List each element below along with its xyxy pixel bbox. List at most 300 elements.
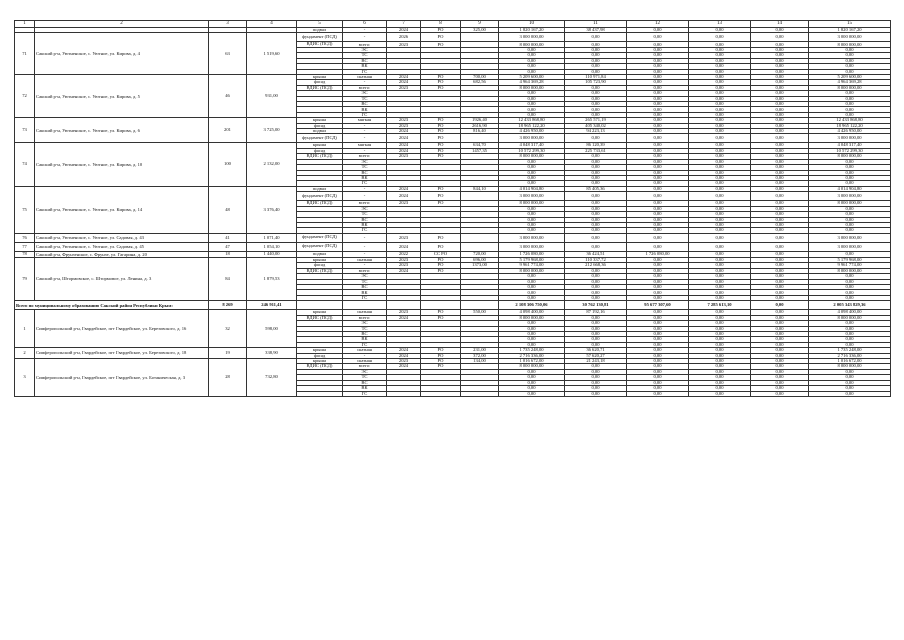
- table-cell: 0,00: [499, 342, 565, 347]
- table-cell: 0,00: [751, 165, 809, 170]
- table-cell: 10 572 299,30: [499, 148, 565, 153]
- table-cell: 3 000 000,00: [499, 233, 565, 242]
- column-number-cell: 8: [421, 21, 461, 28]
- table-cell: 4 098 400,00: [809, 310, 891, 315]
- table-cell: 0,00: [751, 181, 809, 186]
- table-cell: 28: [209, 358, 247, 396]
- work-type-cell: ВДИС (ПСД): [297, 42, 343, 48]
- work-type-cell: подвал: [297, 28, 343, 33]
- area-cell: 1 054,10: [247, 242, 297, 251]
- row-number-cell: 78: [15, 251, 35, 257]
- column-number-row: [15, 21, 891, 28]
- table-cell: 0,00: [627, 217, 689, 222]
- table-cell: 0,00: [499, 332, 565, 337]
- table-cell: 0,00: [751, 274, 809, 279]
- table-cell: 0,00: [751, 375, 809, 380]
- table-cell: 2024: [387, 364, 421, 370]
- table-cell: 0,00: [627, 64, 689, 69]
- work-type-cell: фасад: [297, 353, 343, 358]
- work-type-cell: ВДИС (ПСД): [297, 268, 343, 274]
- table-cell: 0,00: [627, 96, 689, 101]
- table-cell: 0,00: [689, 74, 751, 79]
- table-cell: РО: [421, 201, 461, 207]
- table-cell: всего:: [343, 85, 387, 91]
- work-type-cell: ВДИС (ПСД): [297, 364, 343, 370]
- table-cell: 0,00: [809, 279, 891, 284]
- table-cell: мягкая: [343, 118, 387, 123]
- row-number-cell: 77: [15, 242, 35, 251]
- work-type-cell: подвал: [297, 129, 343, 134]
- table-cell: ГС: [343, 391, 387, 396]
- table-cell: 0,00: [499, 175, 565, 180]
- table-cell: РО: [421, 192, 461, 201]
- table-cell: 0,00: [809, 91, 891, 96]
- table-cell: 0,00: [565, 107, 627, 112]
- table-cell: 0,00: [627, 337, 689, 342]
- table-cell: 0,00: [499, 47, 565, 52]
- table-cell: 844,10: [461, 186, 499, 191]
- table-cell: 0,00: [689, 181, 751, 186]
- empty-cell: [461, 301, 499, 310]
- table-cell: 550,00: [461, 310, 499, 315]
- table-cell: 8 000 000,00: [499, 42, 565, 48]
- table-cell: 2024: [387, 134, 421, 143]
- table-cell: 0,00: [627, 222, 689, 227]
- table-cell: ВК: [343, 107, 387, 112]
- table-cell: 0,00: [499, 295, 565, 300]
- column-number-cell: 14: [751, 21, 809, 28]
- table-cell: 0,00: [689, 285, 751, 290]
- table-cell: 0,00: [627, 342, 689, 347]
- table-cell: 0,00: [565, 290, 627, 295]
- table-cell: 696,00: [461, 257, 499, 262]
- table-cell: 8 000 000,00: [809, 315, 891, 321]
- table-cell: 0,00: [689, 358, 751, 363]
- table-cell: 0,00: [809, 47, 891, 52]
- table-cell: 2024: [387, 353, 421, 358]
- table-cell: ВС: [343, 380, 387, 385]
- table-cell: 0,00: [627, 285, 689, 290]
- table-cell: 2023: [387, 123, 421, 128]
- table-cell: 0,00: [689, 222, 751, 227]
- table-cell: 38 437,98: [565, 28, 627, 33]
- table-cell: 0,00: [689, 353, 751, 358]
- table-cell: 0,00: [751, 96, 809, 101]
- table-cell: 0,00: [689, 386, 751, 391]
- table-cell: 0,00: [809, 386, 891, 391]
- address-cell: Сакский р-н, Фрунзенское, с. Фрунзе, ул. Гагарина, д. 20: [35, 251, 209, 257]
- table-cell: 0,00: [809, 332, 891, 337]
- row-number-cell: 71: [15, 33, 35, 75]
- table-cell: 5 179 968,00: [499, 257, 565, 262]
- table-cell: 12 433 868,80: [809, 118, 891, 123]
- column-number-cell: 15: [809, 21, 891, 28]
- table-cell: 0,00: [499, 96, 565, 101]
- table-cell: 0,00: [689, 85, 751, 91]
- table-cell: ВК: [343, 175, 387, 180]
- table-cell: 0,00: [809, 170, 891, 175]
- table-cell: 0,00: [689, 251, 751, 257]
- table-cell: 0,00: [499, 326, 565, 331]
- table-cell: ГС: [343, 342, 387, 347]
- area-cell: 3 725,00: [247, 118, 297, 143]
- table-cell: 0,00: [565, 233, 627, 242]
- table-cell: 0,00: [689, 148, 751, 153]
- table-cell: 18 965 122,20: [809, 123, 891, 128]
- table-cell: [387, 391, 421, 396]
- table-cell: 0,00: [627, 375, 689, 380]
- table-cell: 32: [209, 310, 247, 348]
- table-cell: 0,00: [689, 337, 751, 342]
- table-cell: 0,00: [751, 102, 809, 107]
- table-cell: -: [343, 129, 387, 134]
- table-cell: 1 726 080,00: [627, 251, 689, 257]
- table-cell: 8 000 000,00: [499, 201, 565, 207]
- table-cell: 225 733,61: [565, 148, 627, 153]
- table-cell: РО: [421, 242, 461, 251]
- table-cell: 3 000 000,00: [499, 242, 565, 251]
- table-cell: 0,00: [627, 358, 689, 363]
- table-cell: 8 000 000,00: [499, 364, 565, 370]
- table-cell: 0,00: [751, 321, 809, 326]
- table-cell: РО: [421, 80, 461, 85]
- table-cell: 5 209 600,00: [809, 74, 891, 79]
- table-cell: 3 000 000,00: [499, 192, 565, 201]
- table-cell: 4 426 950,00: [809, 129, 891, 134]
- table-cell: [461, 233, 499, 242]
- table-cell: скатная: [343, 358, 387, 363]
- table-cell: 0,00: [809, 69, 891, 74]
- table-cell: 634,70: [461, 143, 499, 148]
- table-cell: 2023: [387, 310, 421, 315]
- table-cell: РО: [421, 268, 461, 274]
- table-cell: РО: [421, 315, 461, 321]
- table-cell: 0,00: [565, 212, 627, 217]
- table-cell: 0,00: [809, 206, 891, 211]
- table-cell: ТС: [343, 53, 387, 58]
- table-cell: 0,00: [627, 42, 689, 48]
- table-cell: -: [343, 28, 387, 33]
- table-cell: 2023: [387, 154, 421, 160]
- table-cell: 0,00: [627, 118, 689, 123]
- table-cell: 0,00: [751, 358, 809, 363]
- work-type-cell: фундамент (ПСД): [297, 242, 343, 251]
- work-type-cell: ВДИС (ПСД): [297, 154, 343, 160]
- table-cell: ВС: [343, 285, 387, 290]
- table-cell: 0,00: [809, 337, 891, 342]
- table-cell: -: [343, 148, 387, 153]
- table-cell: 85 405,36: [565, 186, 627, 191]
- table-cell: 0,00: [627, 165, 689, 170]
- table-cell: 0,00: [565, 192, 627, 201]
- table-cell: ГС: [343, 69, 387, 74]
- table-cell: 36 424,51: [565, 251, 627, 257]
- table-cell: 21 243,18: [565, 358, 627, 363]
- table-cell: 0,00: [689, 274, 751, 279]
- table-cell: 0,00: [751, 364, 809, 370]
- table-cell: 0,00: [689, 233, 751, 242]
- table-cell: 0,00: [627, 321, 689, 326]
- table-cell: 36 620,71: [565, 348, 627, 353]
- table-cell: 0,00: [689, 107, 751, 112]
- table-cell: 0,00: [627, 74, 689, 79]
- table-cell: -: [343, 251, 387, 257]
- table-cell: 0,00: [689, 143, 751, 148]
- table-cell: 0,00: [627, 233, 689, 242]
- table-cell: 1 820 167,20: [499, 28, 565, 33]
- table-cell: 0,00: [565, 69, 627, 74]
- table-cell: 0,00: [751, 386, 809, 391]
- table-cell: 0,00: [689, 154, 751, 160]
- table-cell: ВК: [343, 290, 387, 295]
- work-type-cell: подвал: [297, 186, 343, 191]
- table-cell: 0,00: [751, 69, 809, 74]
- address-cell: Сакский р-н, Уютненское, с. Уютное, ул. Садовая, д. 45: [35, 242, 209, 251]
- table-cell: РО: [421, 233, 461, 242]
- table-cell: 0,00: [627, 257, 689, 262]
- table-cell: 0,00: [751, 251, 809, 257]
- table-cell: 0,00: [627, 228, 689, 233]
- table-cell: 1926,40: [461, 118, 499, 123]
- table-cell: 0,00: [627, 380, 689, 385]
- table-cell: 231,00: [461, 348, 499, 353]
- table-cell: 8 000 000,00: [809, 268, 891, 274]
- table-cell: 0,00: [751, 310, 809, 315]
- table-cell: 1 016 672,00: [809, 358, 891, 363]
- table-cell: 0,00: [809, 391, 891, 396]
- table-cell: 8 000 000,00: [809, 42, 891, 48]
- table-cell: 0,00: [751, 47, 809, 52]
- empty-cell: [387, 301, 421, 310]
- table-cell: 0,00: [565, 364, 627, 370]
- table-cell: 0,00: [689, 315, 751, 321]
- table-cell: ЭС: [343, 206, 387, 211]
- capital-repair-table: [14, 20, 891, 397]
- table-cell: 0,00: [565, 64, 627, 69]
- table-cell: 0,00: [627, 268, 689, 274]
- table-cell: 0,00: [809, 53, 891, 58]
- table-cell: 2023: [387, 257, 421, 262]
- table-cell: 94 223,13: [565, 129, 627, 134]
- address-cell: Сакский р-н, Уютненское, с. Уютное, ул. Кирова, д. 4: [35, 33, 209, 75]
- table-cell: 0,00: [627, 290, 689, 295]
- table-cell: 0,00: [499, 369, 565, 374]
- table-cell: 0,00: [809, 380, 891, 385]
- work-type-cell: фасад: [297, 123, 343, 128]
- column-number-cell: 13: [689, 21, 751, 28]
- table-cell: 47: [209, 242, 247, 251]
- table-cell: 0,00: [751, 201, 809, 207]
- table-cell: ЭС: [343, 321, 387, 326]
- table-cell: 0,00: [689, 102, 751, 107]
- table-cell: ГС: [343, 228, 387, 233]
- table-cell: ТС: [343, 326, 387, 331]
- area-cell: 1 519,60: [247, 33, 297, 75]
- table-cell: 0,00: [627, 369, 689, 374]
- column-number-cell: 6: [343, 21, 387, 28]
- table-cell: 0,00: [751, 217, 809, 222]
- table-cell: 2024: [387, 148, 421, 153]
- table-cell: 0,00: [751, 28, 809, 33]
- table-cell: 0,00: [627, 91, 689, 96]
- table-cell: ЭС: [343, 274, 387, 279]
- table-cell: 0,00: [689, 369, 751, 374]
- table-cell: 0,00: [809, 58, 891, 63]
- table-cell: всего:: [343, 268, 387, 274]
- table-cell: 1 820 167,20: [809, 28, 891, 33]
- row-number-cell: 73: [15, 118, 35, 143]
- work-type-cell: фасад: [297, 80, 343, 85]
- table-cell: 0,00: [751, 337, 809, 342]
- table-cell: 1 735 248,00: [809, 348, 891, 353]
- table-cell: 0,00: [627, 80, 689, 85]
- table-cell: 0,00: [565, 285, 627, 290]
- table-cell: 2023: [387, 85, 421, 91]
- table-cell: 0,00: [809, 251, 891, 257]
- table-cell: 2023: [387, 42, 421, 48]
- work-type-cell: крыша: [297, 358, 343, 363]
- table-cell: 4 048 317,40: [809, 143, 891, 148]
- table-cell: 0,00: [499, 212, 565, 217]
- table-cell: 0,00: [809, 159, 891, 164]
- table-cell: 0,00: [809, 217, 891, 222]
- table-cell: 0,00: [809, 212, 891, 217]
- table-cell: 0,00: [751, 380, 809, 385]
- table-cell: 0,00: [499, 107, 565, 112]
- table-cell: 0,00: [565, 154, 627, 160]
- table-cell: 0,00: [809, 102, 891, 107]
- table-cell: 2024: [387, 80, 421, 85]
- table-cell: 4 964 369,28: [809, 80, 891, 85]
- table-cell: 0,00: [627, 102, 689, 107]
- table-cell: 0,00: [689, 257, 751, 262]
- table-cell: ТС: [343, 375, 387, 380]
- table-cell: 0,00: [689, 217, 751, 222]
- table-cell: 2024: [387, 242, 421, 251]
- table-cell: 0,00: [627, 295, 689, 300]
- column-number-cell: 10: [499, 21, 565, 28]
- table-cell: -: [343, 123, 387, 128]
- table-cell: 0,00: [689, 165, 751, 170]
- table-cell: 0,00: [565, 315, 627, 321]
- table-cell: 0,00: [689, 170, 751, 175]
- table-cell: 0,00: [565, 181, 627, 186]
- table-cell: 0,00: [627, 186, 689, 191]
- table-cell: 0,00: [565, 279, 627, 284]
- table-cell: 0,00: [499, 181, 565, 186]
- table-cell: 0,00: [627, 53, 689, 58]
- table-cell: 0,00: [499, 165, 565, 170]
- table-cell: 0,00: [751, 257, 809, 262]
- table-cell: 0,00: [627, 263, 689, 268]
- table-cell: 2024: [387, 74, 421, 79]
- row-number-cell: 2: [15, 348, 35, 359]
- table-cell: 0,00: [499, 102, 565, 107]
- table-cell: РО: [421, 28, 461, 33]
- table-cell: [461, 192, 499, 201]
- table-cell: -: [343, 263, 387, 268]
- table-cell: 2024: [387, 186, 421, 191]
- table-cell: 2023: [387, 201, 421, 207]
- table-cell: 8 000 000,00: [809, 85, 891, 91]
- table-cell: 0,00: [499, 112, 565, 117]
- address-cell: Сакский р-н, Уютненское, с. Уютное, ул. Кирова, д. 10: [35, 143, 209, 186]
- table-cell: 0,00: [689, 192, 751, 201]
- table-cell: 4 014 904,80: [809, 186, 891, 191]
- table-cell: 0,00: [751, 42, 809, 48]
- table-cell: 0,00: [751, 222, 809, 227]
- table-cell: [421, 391, 461, 396]
- table-cell: 48: [209, 186, 247, 233]
- row-number-cell: 75: [15, 186, 35, 233]
- table-cell: 0,00: [689, 326, 751, 331]
- area-cell: 3 376,40: [247, 186, 297, 233]
- address-cell: Сакский р-н, Штормовское, с. Штормовое, ул. Ленина, д. 3: [35, 257, 209, 300]
- table-cell: ВК: [343, 64, 387, 69]
- table-cell: 0,00: [751, 342, 809, 347]
- table-cell: 0,00: [565, 85, 627, 91]
- table-cell: 0,00: [499, 206, 565, 211]
- total-cell: 8 269: [209, 301, 247, 310]
- table-cell: 87 192,16: [565, 310, 627, 315]
- table-cell: 0,00: [751, 290, 809, 295]
- table-cell: 1373,00: [461, 263, 499, 268]
- table-cell: 0,00: [627, 175, 689, 180]
- area-cell: 2 132,00: [247, 143, 297, 186]
- table-cell: 0,00: [689, 118, 751, 123]
- table-cell: 0,00: [627, 310, 689, 315]
- table-cell: 0,00: [751, 129, 809, 134]
- table-cell: 8 000 000,00: [499, 85, 565, 91]
- table-cell: 0,00: [689, 186, 751, 191]
- work-type-cell: крыша: [297, 118, 343, 123]
- table-cell: 0,00: [565, 380, 627, 385]
- table-cell: 0,00: [689, 321, 751, 326]
- table-cell: ТС: [343, 212, 387, 217]
- table-cell: 3 000 000,00: [809, 33, 891, 42]
- empty-cell: [343, 301, 387, 310]
- table-cell: 0,00: [689, 134, 751, 143]
- table-cell: 0,00: [627, 332, 689, 337]
- table-cell: РО: [421, 74, 461, 79]
- table-cell: 0,00: [565, 217, 627, 222]
- table-cell: 0,00: [627, 159, 689, 164]
- table-cell: 8 000 000,00: [809, 201, 891, 207]
- table-cell: 0,00: [627, 279, 689, 284]
- table-cell: ГС: [343, 295, 387, 300]
- column-number-cell: 9: [461, 21, 499, 28]
- table-cell: 0,00: [565, 228, 627, 233]
- area-cell: 598,00: [247, 310, 297, 348]
- table-cell: 63: [209, 33, 247, 75]
- table-cell: 0,00: [565, 102, 627, 107]
- table-cell: 0,00: [627, 134, 689, 143]
- table-cell: 2024: [387, 143, 421, 148]
- table-cell: 0,00: [689, 53, 751, 58]
- table-cell: ВС: [343, 170, 387, 175]
- table-cell: 134,00: [461, 358, 499, 363]
- table-cell: 0,00: [751, 143, 809, 148]
- table-cell: 0,00: [751, 64, 809, 69]
- table-cell: 0,00: [627, 206, 689, 211]
- total-cell: 0,00: [751, 301, 809, 310]
- table-cell: 3 000 000,00: [499, 33, 565, 42]
- table-cell: 0,00: [809, 326, 891, 331]
- row-number-cell: 74: [15, 143, 35, 186]
- table-cell: 0,00: [499, 375, 565, 380]
- table-cell: 46: [209, 74, 247, 117]
- table-cell: 0,00: [565, 112, 627, 117]
